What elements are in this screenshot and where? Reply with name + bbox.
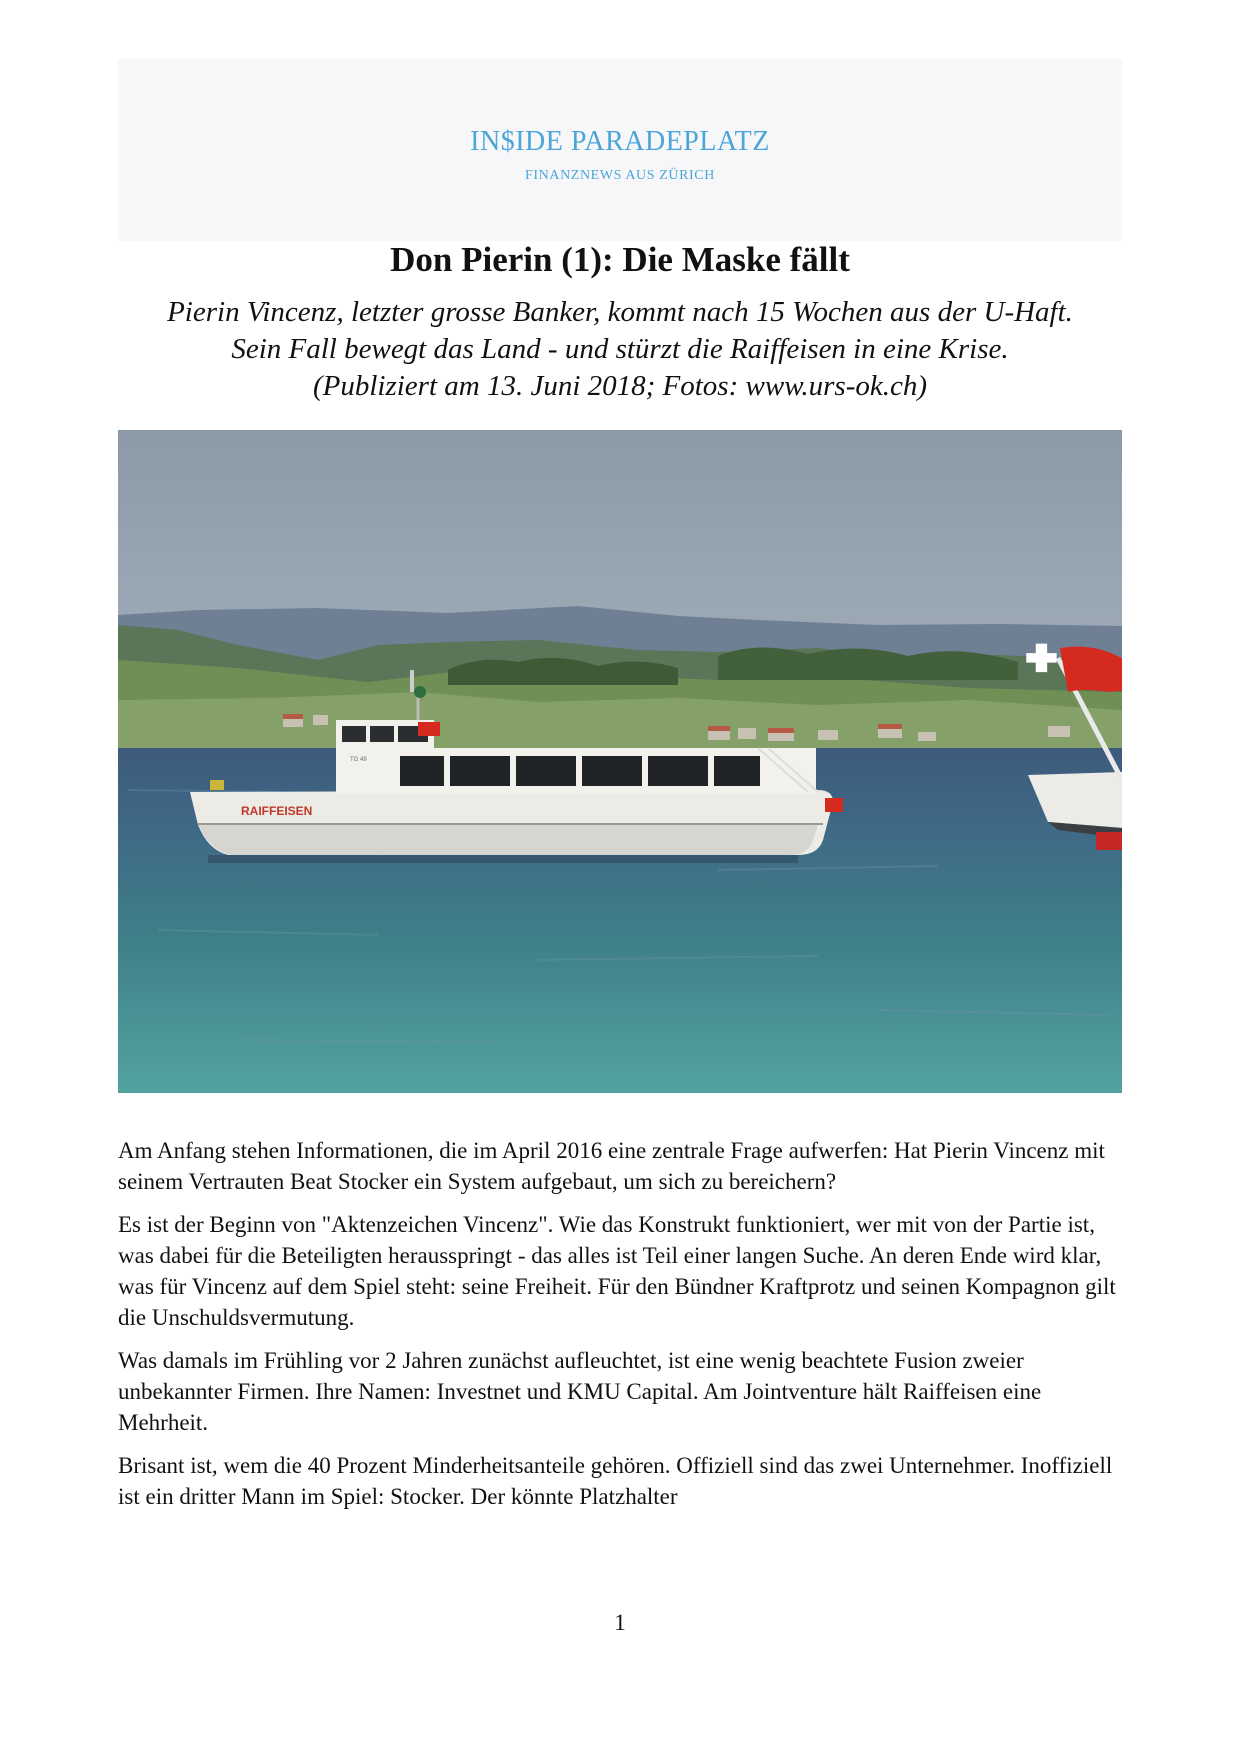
page-number: 1 — [614, 1610, 626, 1635]
article-photo — [118, 430, 1122, 1093]
article-subtitle — [118, 294, 1122, 405]
boat-registration: TG 49 — [350, 757, 367, 763]
article-paragraph: Am Anfang stehen Informationen, die im April 2016 eine zentrale Frage aufwerfen: Hat Pierin Vincenz mit seinem Vertrauten Beat Stocker ein System aufgebaut, um sich zu bereichern? — [118, 1138, 1105, 1194]
article-body — [118, 1135, 1122, 1524]
subtitle-line: Sein Fall bewegt das Land - und stürzt die Raiffeisen in eine Krise. — [231, 333, 1009, 365]
site-tagline: FINANZNEWS AUS ZÜRICH — [525, 168, 715, 183]
site-logo[interactable]: IN$IDE PARADEPLATZ — [470, 126, 770, 157]
subtitle-line: (Publiziert am 13. Juni 2018; Fotos: www.urs-ok.ch) — [312, 370, 928, 402]
masthead — [118, 59, 1122, 241]
boat-name: RAIFFEISEN — [241, 804, 313, 818]
article-paragraph: Es ist der Beginn von "Aktenzeichen Vincenz". Wie das Konstrukt funktioniert, wer mit von der Partie ist, was dabei für die Beteiligten herausspringt - das alles ist Teil einer langen Suche. An deren Ende wird klar, was für Vincenz auf dem Spiel steht: seine Freiheit. Für den Bündner Kraftprotz und seinen Kompagnon gilt die Unschuldsvermutung. — [118, 1212, 1116, 1330]
article-paragraph: Was damals im Frühling vor 2 Jahren zunächst aufleuchtet, ist eine wenig beachtete Fusion zweier unbekannter Firmen. Ihre Namen: Investnet und KMU Capital. Am Jointventure hält Raiffeisen eine Mehrheit. — [118, 1348, 1042, 1435]
article-headline: Don Pierin (1): Die Maske fällt — [390, 240, 850, 279]
subtitle-line: Pierin Vincenz, letzter grosse Banker, kommt nach 15 Wochen aus der U-Haft. — [167, 296, 1073, 328]
article-paragraph: Brisant ist, wem die 40 Prozent Minderheitsanteile gehören. Offiziell sind das zwei Unternehmer. Inoffiziell ist ein dritter Mann im Spiel: Stocker. Der könnte Platzhalter — [118, 1453, 1113, 1509]
